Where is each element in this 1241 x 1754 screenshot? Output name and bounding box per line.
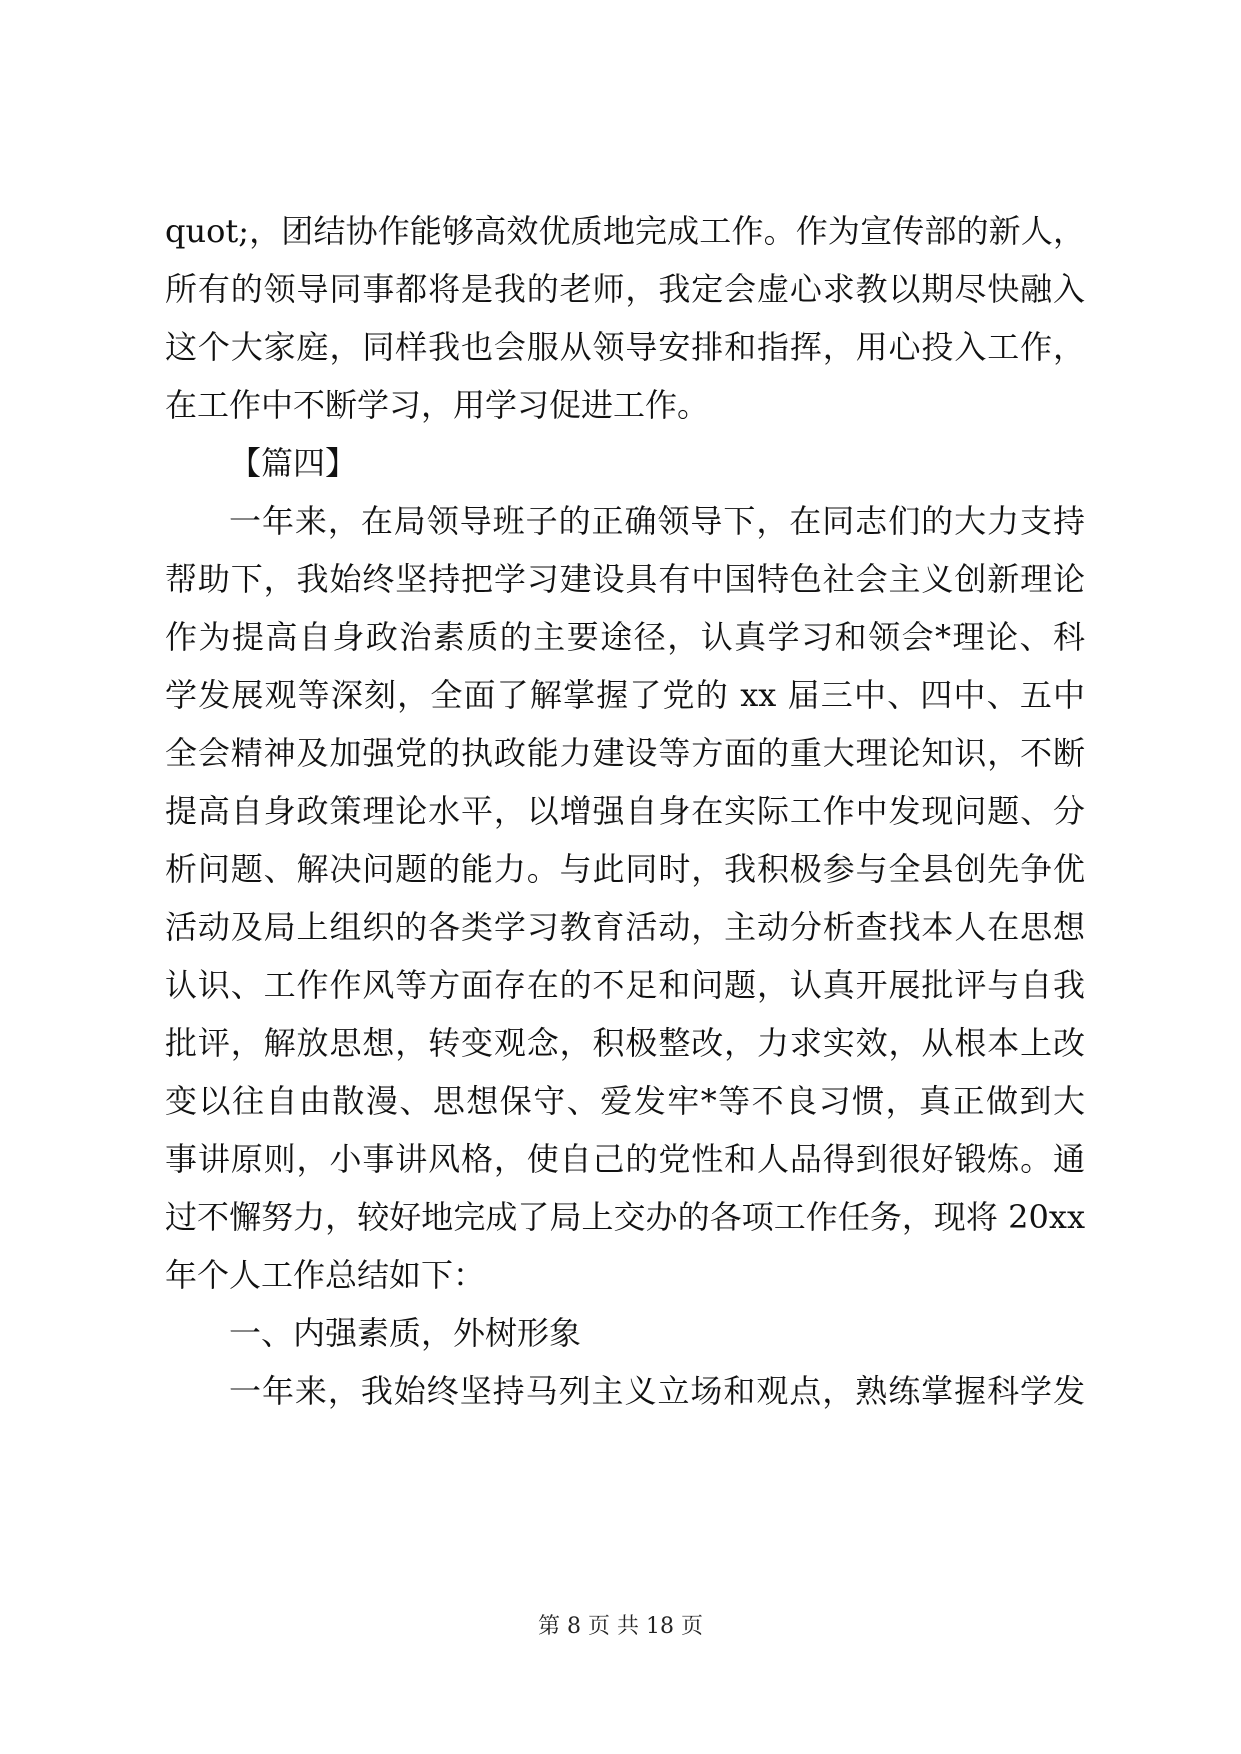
section-heading: 【篇四】 — [229, 444, 358, 482]
body-line-21: 一年来，我始终坚持马列主义立场和观点，熟练掌握科学发 — [229, 1372, 1085, 1410]
body-line-16: 变以往自由散漫、思想保守、爱发牢*等不良习惯，真正做到大 — [165, 1082, 1085, 1120]
body-line-7: 帮助下，我始终坚持把学习建设具有中国特色社会主义创新理论 — [165, 560, 1085, 598]
body-line-2: 所有的领导同事都将是我的老师，我定会虚心求教以期尽快融入 — [165, 270, 1085, 308]
body-line-8: 作为提高自身政治素质的主要途径，认真学习和领会*理论、科 — [165, 618, 1085, 656]
body-line-6: 一年来，在局领导班子的正确领导下，在同志们的大力支持 — [229, 502, 1085, 540]
body-line-11: 提高自身政策理论水平，以增强自身在实际工作中发现问题、分 — [165, 792, 1085, 830]
body-line-13: 活动及局上组织的各类学习教育活动，主动分析查找本人在思想 — [165, 908, 1085, 946]
body-line-19: 年个人工作总结如下： — [165, 1256, 486, 1294]
body-line-17: 事讲原则，小事讲风格，使自己的党性和人品得到很好锻炼。通 — [165, 1140, 1085, 1178]
body-line-14: 认识、工作作风等方面存在的不足和问题，认真开展批评与自我 — [165, 966, 1085, 1004]
body-line-9: 学发展观等深刻，全面了解掌握了党的 xx 届三中、四中、五中 — [165, 676, 1085, 714]
body-line-12: 析问题、解决问题的能力。与此同时，我积极参与全县创先争优 — [165, 850, 1085, 888]
page-number-footer: 第 8 页 共 18 页 — [538, 1614, 703, 1639]
body-line-4: 在工作中不断学习，用学习促进工作。 — [165, 386, 710, 424]
body-line-10: 全会精神及加强党的执政能力建设等方面的重大理论知识，不断 — [165, 734, 1085, 772]
body-line-15: 批评，解放思想，转变观念，积极整改，力求实效，从根本上改 — [165, 1024, 1085, 1062]
body-line-18: 过不懈努力，较好地完成了局上交办的各项工作任务，现将 20xx — [165, 1198, 1085, 1236]
body-line-1: quot;，团结协作能够高效优质地完成工作。作为宣传部的新人， — [165, 212, 1085, 250]
body-line-3: 这个大家庭，同样我也会服从领导安排和指挥，用心投入工作， — [165, 328, 1085, 366]
subsection-heading: 一、内强素质，外树形象 — [229, 1314, 582, 1352]
